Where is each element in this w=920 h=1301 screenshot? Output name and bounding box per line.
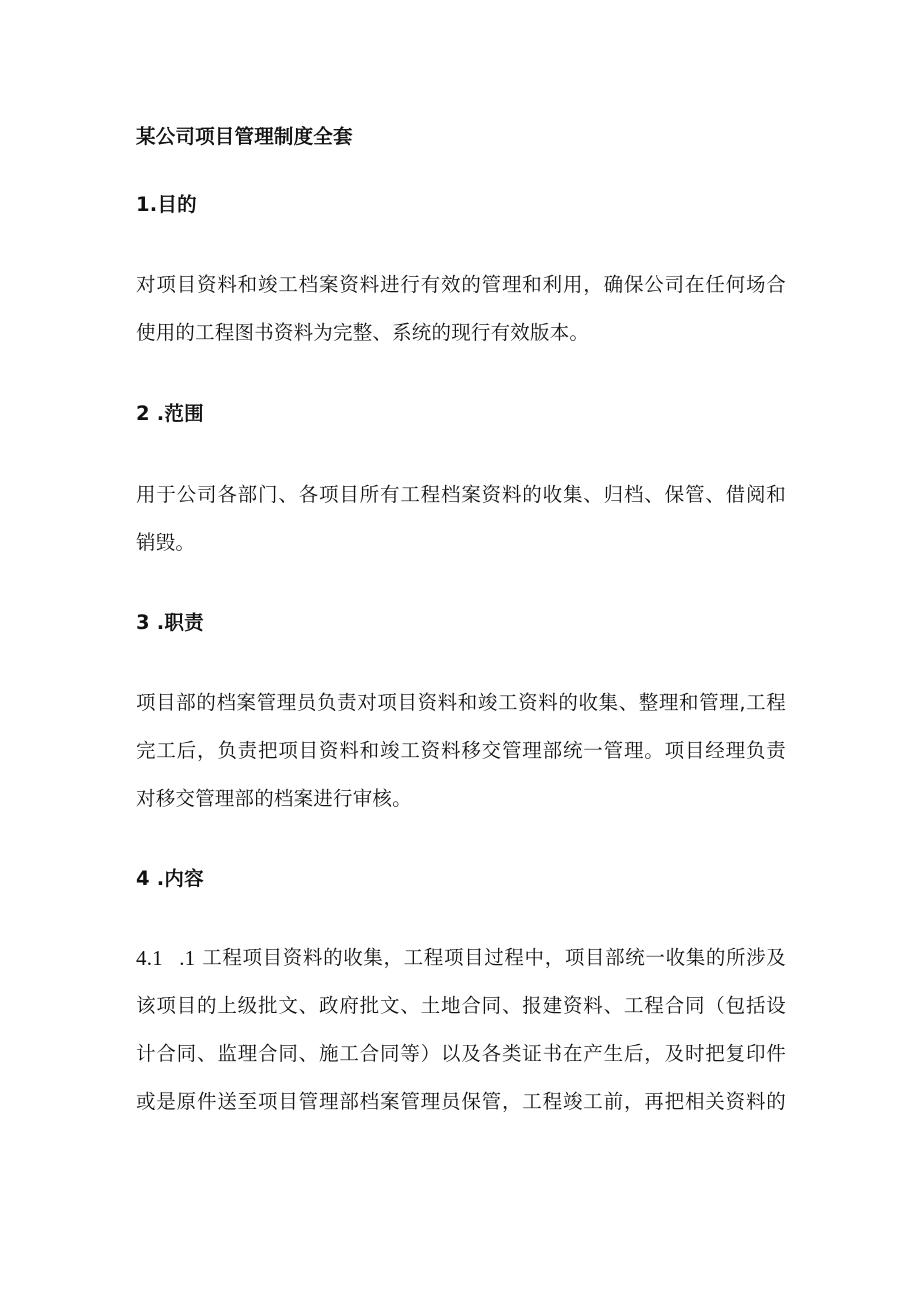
paragraph-line: 项目部的档案管理员负责对项目资料和竣工资料的收集、整理和管理,工程 [136, 691, 786, 714]
subsection-number: 4.1 .1 [136, 946, 196, 970]
paragraph-line: 对移交管理部的档案进行审核。 [136, 787, 412, 810]
paragraph-line [136, 946, 786, 970]
paragraph-line: 该项目的上级批文、政府批文、土地合同、报建资料、工程合同（包括设 [136, 994, 786, 1017]
paragraph-line: 使用的工程图书资料为完整、系统的现行有效版本。 [136, 321, 590, 344]
section-heading-scope: 2 .范围 [136, 402, 204, 425]
paragraph-line: 用于公司各部门、各项目所有工程档案资料的收集、归档、保管、借阅和 [136, 483, 786, 506]
paragraph-text: 工程项目资料的收集，工程项目过程中，项目部统一收集的所涉及 [195, 946, 786, 969]
paragraph-line: 计合同、监理合同、施工合同等）以及各类证书在产生后，及时把复印件 [136, 1042, 786, 1065]
paragraph-line: 或是原件送至项目管理部档案管理员保管，工程竣工前，再把相关资料的 [136, 1090, 786, 1113]
section-heading-responsibility: 3 .职责 [136, 611, 204, 634]
section-heading-purpose: 1.目的 [136, 193, 197, 216]
paragraph-line: 销毁。 [136, 531, 196, 554]
paragraph-line: 对项目资料和竣工档案资料进行有效的管理和利用，确保公司在任何场合 [136, 273, 786, 296]
section-heading-content: 4 .内容 [136, 867, 204, 890]
document-title: 某公司项目管理制度全套 [136, 125, 353, 148]
paragraph-line: 完工后，负责把项目资料和竣工资料移交管理部统一管理。项目经理负责 [136, 739, 786, 762]
